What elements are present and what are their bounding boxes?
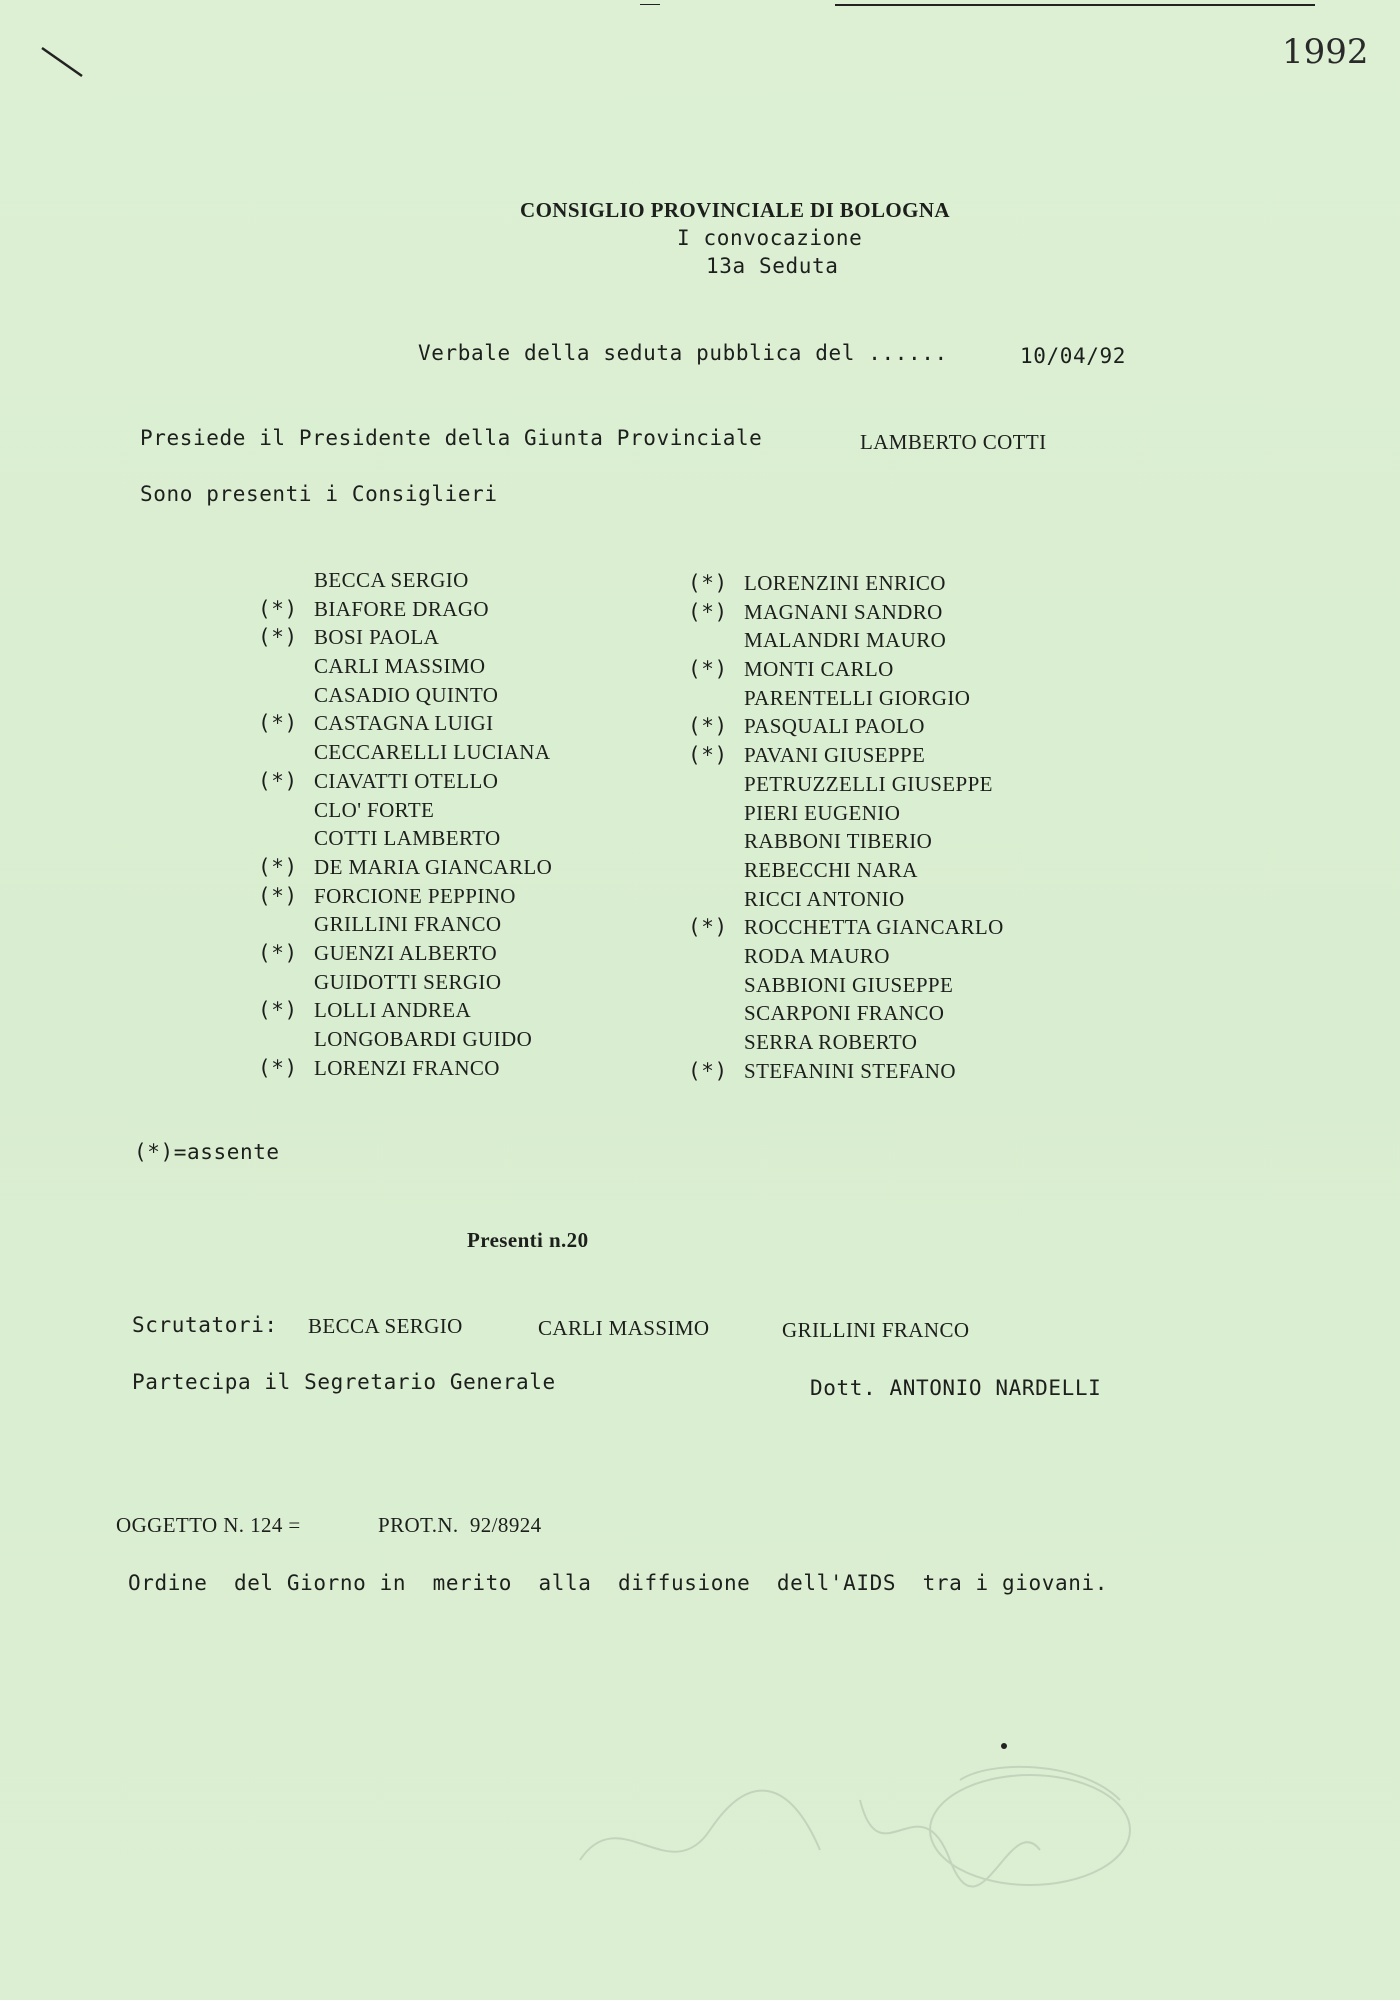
councillor-name: GUIDOTTI SERGIO	[314, 969, 502, 994]
councillor-name: PAVANI GIUSEPPE	[744, 743, 926, 768]
scrutineer-name: CARLI MASSIMO	[538, 1316, 710, 1340]
councillor-row	[258, 568, 658, 597]
councillor-name: GUENZI ALBERTO	[314, 940, 498, 965]
absent-legend: (*)=assente	[134, 1140, 280, 1164]
absent-marker: (*)	[258, 940, 298, 965]
councillor-name: PIERI EUGENIO	[744, 800, 901, 825]
scan-edge-mark	[640, 4, 660, 5]
chair-label: Presiede il Presidente della Giunta Provinciale	[140, 426, 763, 450]
councillor-name: REBECCHI NARA	[744, 857, 918, 882]
councillor-row	[258, 1056, 658, 1085]
absent-marker: (*)	[258, 596, 298, 621]
secretary-label: Partecipa il Segretario Generale	[132, 1370, 556, 1394]
subject-number: OGGETTO N. 124 =	[116, 1513, 301, 1537]
councillor-name: MAGNANI SANDRO	[744, 599, 943, 624]
absent-marker: (*)	[688, 1058, 728, 1083]
councillor-name: CARLI MASSIMO	[314, 654, 486, 679]
absent-marker: (*)	[688, 599, 728, 624]
councillor-row	[688, 944, 1128, 973]
councillor-row	[688, 1001, 1128, 1030]
present-count: Presenti n.20	[467, 1228, 589, 1252]
councillor-name: PARENTELLI GIORGIO	[744, 685, 971, 710]
minutes-label: Verbale della seduta pubblica del ......	[418, 341, 948, 365]
councillor-row	[258, 912, 658, 941]
councillor-row	[688, 714, 1128, 743]
secretary-name: Dott. ANTONIO NARDELLI	[810, 1376, 1102, 1400]
councillor-name: LORENZINI ENRICO	[744, 571, 946, 595]
councillor-name: CLO' FORTE	[314, 797, 435, 822]
scan-edge-line	[835, 4, 1315, 6]
councillor-row	[688, 628, 1128, 657]
councillor-row	[688, 887, 1128, 916]
councillor-name: MONTI CARLO	[744, 657, 894, 682]
councillor-row	[688, 657, 1128, 686]
councillor-name: MALANDRI MAURO	[744, 628, 947, 653]
pen-stroke-mark	[38, 42, 88, 82]
handwritten-year: 1992	[1282, 32, 1369, 72]
session-label: 13a Seduta	[706, 254, 839, 278]
councillor-row	[258, 941, 658, 970]
councillor-row	[258, 884, 658, 913]
absent-marker: (*)	[688, 915, 728, 940]
absent-marker: (*)	[258, 998, 298, 1023]
council-title: CONSIGLIO PROVINCIALE DI BOLOGNA	[520, 198, 950, 222]
councillor-name: BECCA SERGIO	[314, 568, 469, 592]
councillor-name: RICCI ANTONIO	[744, 886, 905, 911]
councillor-row	[258, 1027, 658, 1056]
councillors-list-right	[688, 571, 1128, 1087]
convocation-label: I convocazione	[677, 226, 863, 250]
councillor-row	[258, 855, 658, 884]
scrutineers-label: Scrutatori:	[132, 1313, 278, 1337]
councillor-row	[258, 683, 658, 712]
councillor-row	[688, 1059, 1128, 1088]
absent-marker: (*)	[688, 714, 728, 739]
councillor-name: PASQUALI PAOLO	[744, 714, 925, 739]
councillor-row	[258, 769, 658, 798]
councillor-name: CECCARELLI LUCIANA	[314, 740, 551, 765]
councillor-name: FORCIONE PEPPINO	[314, 883, 516, 908]
absent-marker: (*)	[258, 625, 298, 650]
councillor-name: COTTI LAMBERTO	[314, 826, 501, 851]
present-councillors-label: Sono presenti i Consiglieri	[140, 482, 498, 506]
ink-dot	[1001, 1743, 1007, 1749]
councillor-row	[688, 829, 1128, 858]
councillor-row	[258, 998, 658, 1027]
councillor-name: RABBONI TIBERIO	[744, 829, 933, 854]
councillor-row	[688, 743, 1128, 772]
councillor-name: LOLLI ANDREA	[314, 998, 472, 1023]
absent-marker: (*)	[688, 657, 728, 682]
absent-marker: (*)	[688, 571, 728, 595]
councillor-row	[258, 740, 658, 769]
councillor-row	[688, 915, 1128, 944]
scrutineer-name: BECCA SERGIO	[308, 1314, 463, 1338]
councillor-name: SERRA ROBERTO	[744, 1030, 918, 1054]
councillor-row	[688, 686, 1128, 715]
councillor-name: CASTAGNA LUIGI	[314, 711, 494, 736]
subject-text: Ordine del Giorno in merito alla diffusione dell'AIDS tra i giovani.	[128, 1571, 1108, 1595]
councillor-row	[688, 858, 1128, 887]
councillor-row	[258, 597, 658, 626]
councillor-name: CIAVATTI OTELLO	[314, 768, 499, 793]
councillor-name: SABBIONI GIUSEPPE	[744, 972, 954, 997]
absent-marker: (*)	[258, 768, 298, 793]
councillor-row	[688, 801, 1128, 830]
absent-marker: (*)	[258, 854, 298, 879]
councillor-name: BOSI PAOLA	[314, 625, 440, 650]
absent-marker: (*)	[688, 743, 728, 768]
councillor-name: ROCCHETTA GIANCARLO	[744, 915, 1004, 940]
councillor-row	[688, 571, 1128, 600]
councillor-row	[688, 600, 1128, 629]
councillors-list-left	[258, 568, 658, 1084]
councillor-name: STEFANINI STEFANO	[744, 1058, 956, 1083]
councillor-row	[258, 970, 658, 999]
councillor-row	[688, 973, 1128, 1002]
absent-marker: (*)	[258, 1055, 298, 1080]
councillor-name: GRILLINI FRANCO	[314, 912, 502, 937]
minutes-date: 10/04/92	[1020, 344, 1126, 368]
councillor-name: BIAFORE DRAGO	[314, 596, 489, 621]
councillor-row	[258, 826, 658, 855]
absent-marker: (*)	[258, 883, 298, 908]
councillor-name: CASADIO QUINTO	[314, 682, 499, 707]
chair-name: LAMBERTO COTTI	[860, 430, 1047, 454]
councillor-name: RODA MAURO	[744, 943, 890, 968]
scrutineer-name: GRILLINI FRANCO	[782, 1318, 970, 1342]
councillor-row	[688, 772, 1128, 801]
councillor-name: DE MARIA GIANCARLO	[314, 854, 553, 879]
faint-signature-mark	[560, 1740, 1180, 1910]
councillor-row	[258, 798, 658, 827]
councillor-row	[258, 625, 658, 654]
councillor-name: PETRUZZELLI GIUSEPPE	[744, 771, 993, 796]
councillor-row	[258, 711, 658, 740]
councillor-name: LORENZI FRANCO	[314, 1055, 500, 1080]
councillor-row	[688, 1030, 1128, 1059]
absent-marker: (*)	[258, 711, 298, 736]
councillor-name: SCARPONI FRANCO	[744, 1001, 945, 1026]
subject-protocol: PROT.N. 92/8924	[378, 1513, 542, 1537]
councillor-name: LONGOBARDI GUIDO	[314, 1027, 533, 1051]
councillor-row	[258, 654, 658, 683]
